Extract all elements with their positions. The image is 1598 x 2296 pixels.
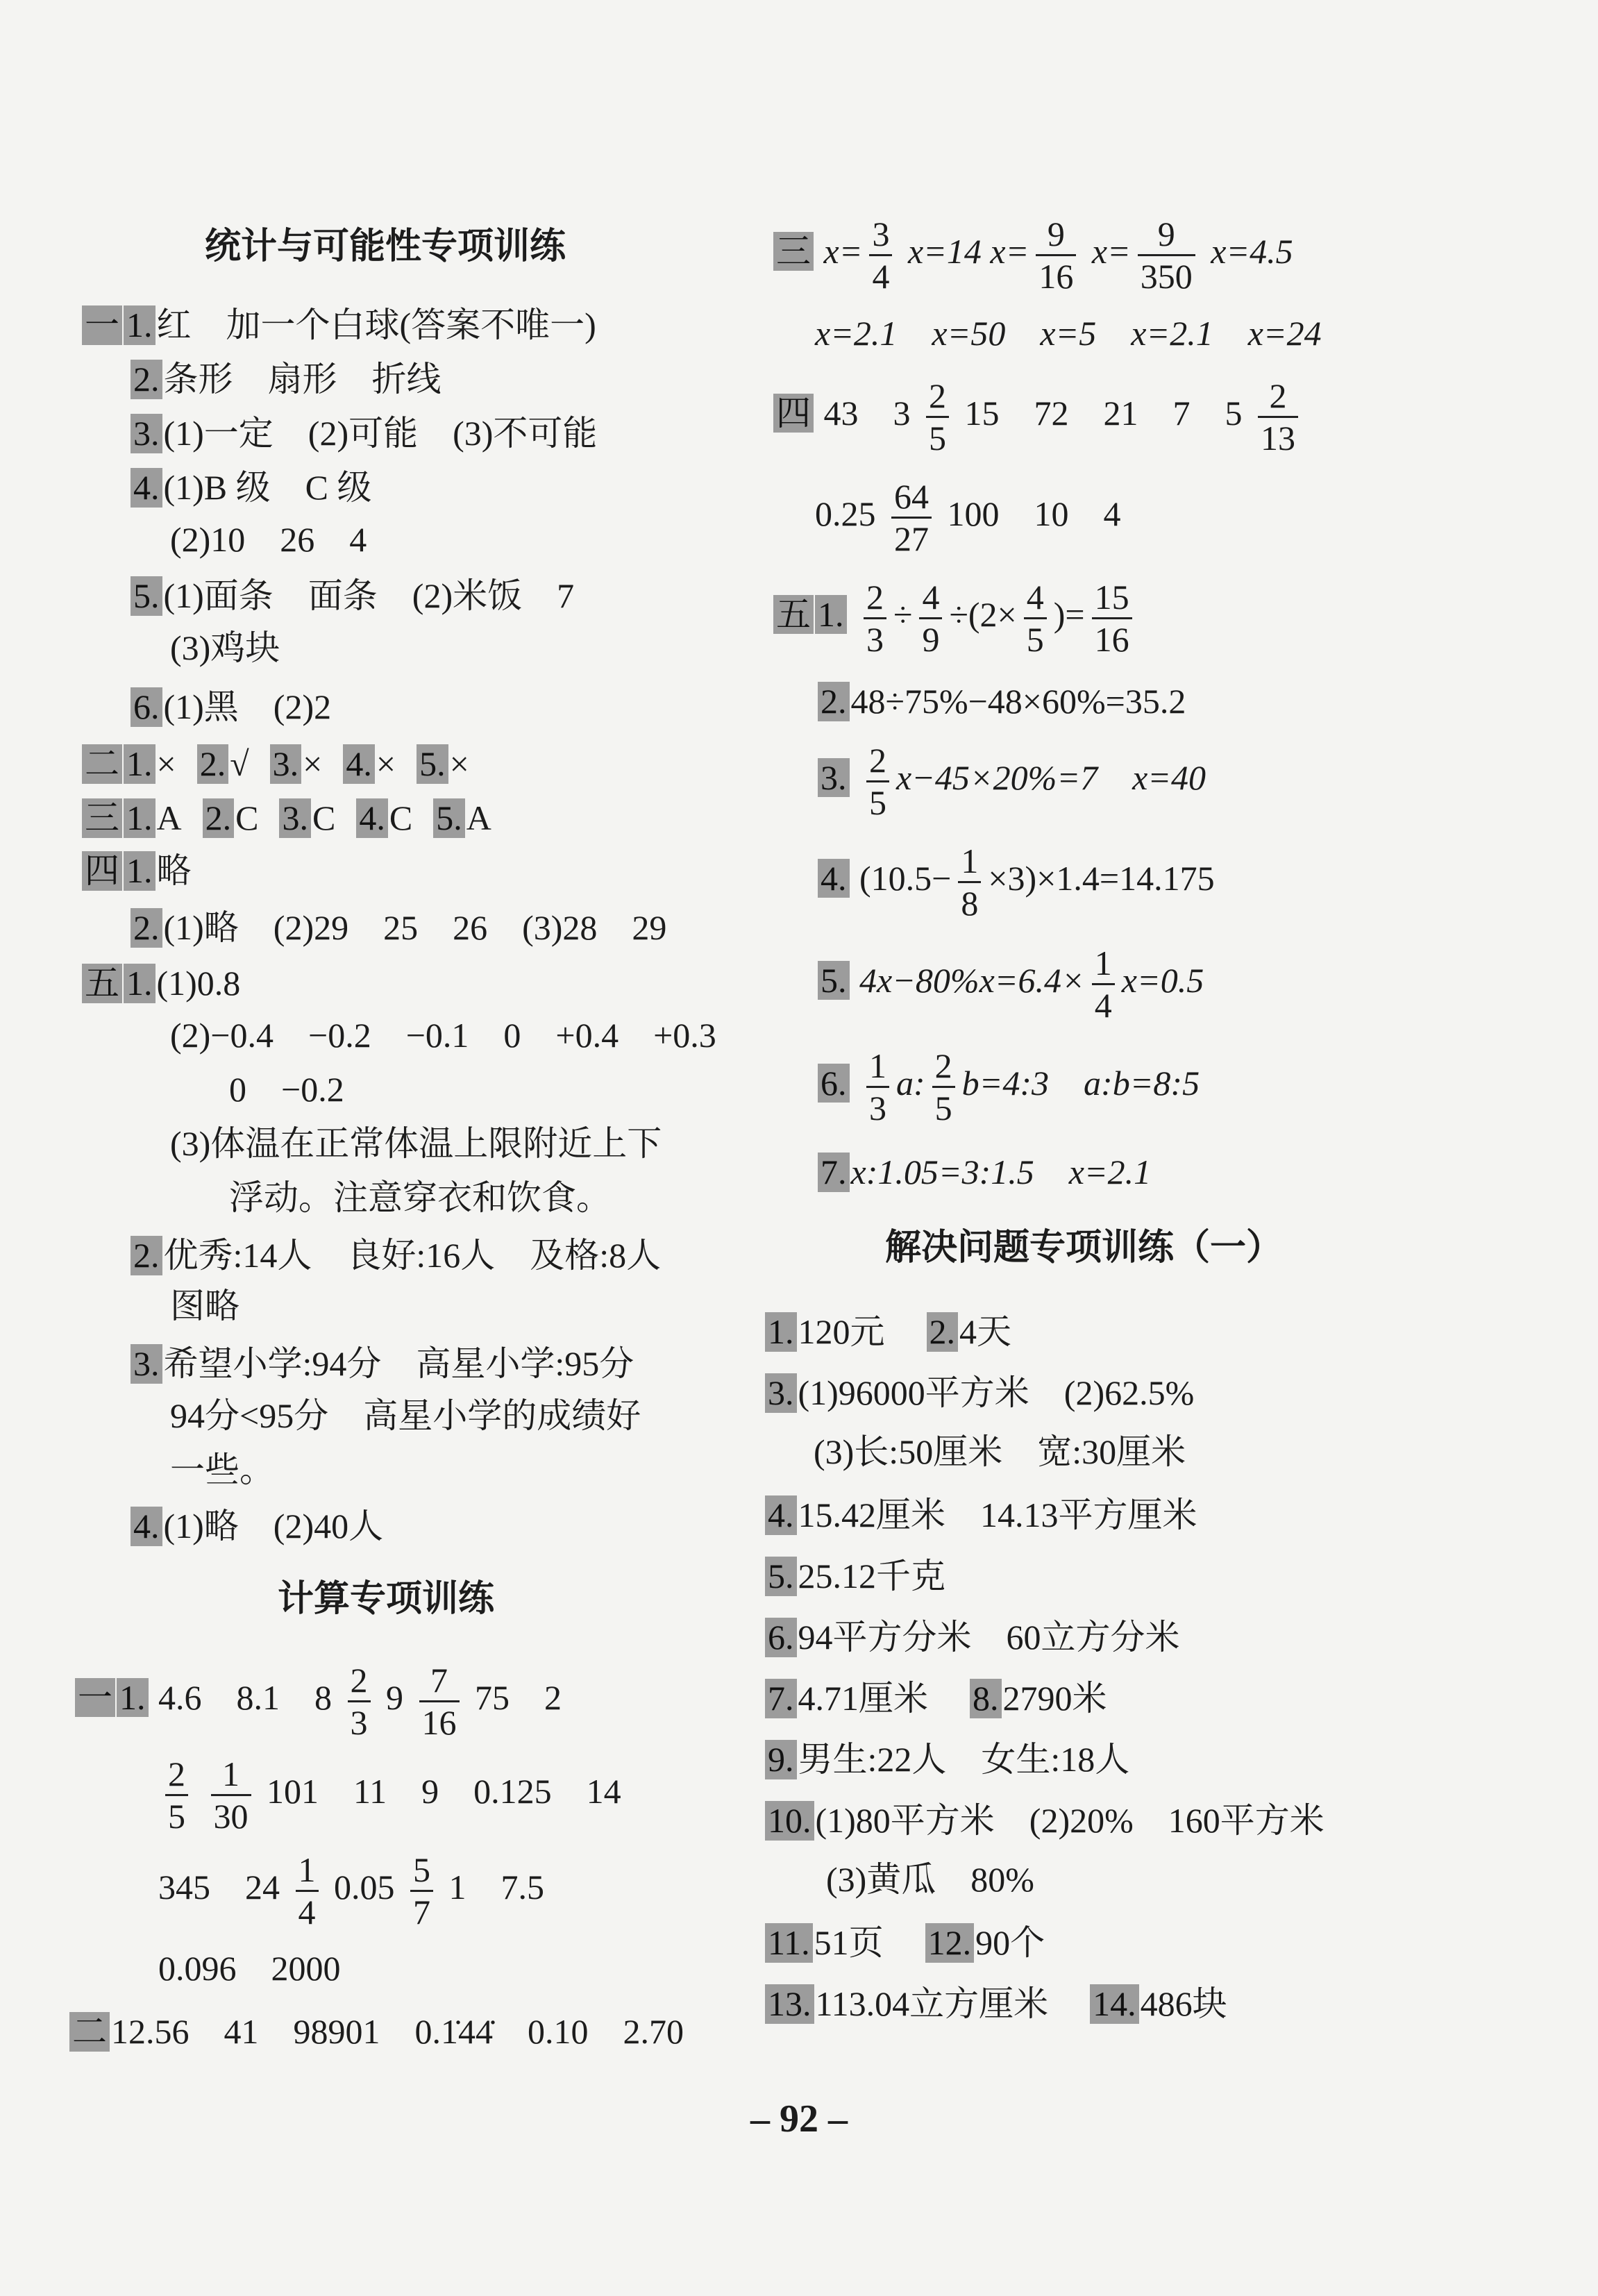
stats-section-4-q1: 四 1. 略 [82, 851, 192, 891]
stats-s5q3: 3. 希望小学:94分 高星小学:95分 [131, 1344, 634, 1384]
fraction: $\frac{5}{7}$ [410, 1852, 433, 1929]
stats-s5q1-part3: (3)体温在正常体温上限附近上下 [170, 1124, 662, 1163]
fraction: $\frac{7}{16}$ [419, 1663, 460, 1740]
stats-q5: 5. (1)面条 面条 (2)米饭 7 [131, 576, 574, 616]
calc-section-5-q4: 4. (10.5− $\frac{1}{8}$ ×3)×1.4=14.175 [818, 844, 1215, 921]
fraction: $\frac{2}{3}$ [348, 1663, 371, 1740]
stats-q6: 6. (1)黑 (2)2 [131, 687, 331, 727]
calc-section-5-q1: 五 1. $\frac{2}{3}$ ÷ $\frac{4}{9}$ ÷(2× $\frac{4}{5}$ )= $\frac{15}{16}$ [773, 580, 1139, 657]
calc-section-3-row-2: x=2.1 x=50 x=5 x=2.1 x=24 [815, 314, 1322, 353]
fraction: $\frac{1}{30}$ [211, 1757, 251, 1834]
calc-row-3: 345 24 $\frac{1}{4}$ 0.05 $\frac{5}{7}$ 1 7.5 [158, 1850, 544, 1932]
stats-s5q4: 4. (1)略 (2)40人 [131, 1507, 383, 1546]
solve-row-3: 3. (1)96000平方米 (2)62.5% [765, 1373, 1194, 1413]
stats-q2: 2. 条形 扇形 折线 [131, 360, 441, 399]
fraction: $\frac{1}{8}$ [958, 844, 981, 921]
solve-row-6: 6. 94平方分米 60立方分米 [765, 1618, 1180, 1657]
stats-s5q1-part3-cont: 浮动。注意穿衣和饮食。 [229, 1178, 611, 1217]
section-label: 一 [82, 305, 122, 345]
stats-section-title: 统计与可能性专项训练 [205, 227, 566, 267]
fraction: $\frac{1}{4}$ [1092, 946, 1115, 1023]
stats-q1: 一 1. 红 加一个白球(答案不唯一) [82, 305, 596, 345]
calc-row-4: 0.096 2000 [158, 1949, 341, 1988]
calc-row-2: $\frac{2}{5}$ $\frac{1}{30}$ 101 11 9 0.125 14 [158, 1757, 621, 1834]
solve-row-11: 11. 51页 12. 90个 [765, 1923, 1045, 1963]
page-number: – 92 – [750, 2097, 848, 2140]
solve-row-1: 1. 120元 2. 4天 [765, 1312, 1011, 1352]
solve-row-7: 7. 4.71厘米 8. 2790米 [765, 1679, 1107, 1718]
solve-row-10: 10. (1)80平方米 (2)20% 160平方米 [765, 1801, 1324, 1841]
calc-row-1: 一 1. 4.6 8.1 8 $\frac{2}{3}$ 9 $\frac{7}{16}$ 75 2 [75, 1663, 562, 1740]
fraction: $\frac{2}{5}$ [932, 1048, 955, 1125]
calc-section-5-q5: 5. 4x−80%x=6.4× $\frac{1}{4}$ x=0.5 [818, 946, 1204, 1023]
fraction: $\frac{1}{4}$ [296, 1852, 319, 1929]
stats-section-3: 三 1. A 2. C 3. C 4. C 5. A [82, 798, 491, 838]
calc-section-4-row-2: 0.25 $\frac{64}{27}$ 100 10 4 [815, 477, 1121, 558]
fraction: $\frac{2}{5}$ [866, 743, 889, 820]
stats-s5q1-part2-cont: 0 −0.2 [229, 1070, 344, 1109]
calc-section-5-q6: 6. $\frac{1}{3}$ a: $\frac{2}{5}$ b=4:3 a:b=8:5 [818, 1048, 1200, 1125]
fraction: $\frac{15}{16}$ [1092, 580, 1132, 657]
fraction: $\frac{2}{5}$ [165, 1757, 188, 1834]
stats-s5q3-cont2: 一些。 [170, 1450, 274, 1489]
stats-section-2: 二 1. × 2. √ 3. × 4. × 5. × [82, 744, 469, 784]
calc-section-title: 计算专项训练 [278, 1579, 495, 1619]
stats-section-4-q2: 2. (1)略 (2)29 25 26 (3)28 29 [131, 908, 666, 948]
fraction: $\frac{4}{9}$ [919, 580, 942, 657]
stats-q5-part3: (3)鸡块 [170, 628, 280, 667]
stats-s5q2-cont: 图略 [170, 1287, 239, 1325]
solve-row-13: 13. 113.04立方厘米 14. 486块 [765, 1984, 1227, 2024]
calc-section-4-row-1: 四 43 3 $\frac{2}{5}$ 15 72 21 7 5 $\frac{2}{13}$ [773, 378, 1305, 455]
solve-row-4: 4. 15.42厘米 14.13平方厘米 [765, 1495, 1197, 1535]
fraction: $\frac{9}{350}$ [1138, 217, 1195, 294]
fraction: $\frac{2}{5}$ [926, 378, 949, 455]
fraction: $\frac{1}{3}$ [866, 1048, 889, 1125]
stats-q4: 4. (1)B 级 C 级 [131, 468, 372, 508]
solve-section-title: 解决问题专项训练（一） [885, 1228, 1283, 1268]
stats-q3: 3. (1)一定 (2)可能 (3)不可能 [131, 414, 597, 453]
stats-s5q2: 2. 优秀:14人 良好:16人 及格:8人 [131, 1236, 661, 1275]
solve-row-5: 5. 25.12千克 [765, 1557, 945, 1596]
solve-row-9: 9. 男生:22人 女生:18人 [765, 1740, 1129, 1779]
calc-row-5: 二 12.56 41 98901 0.1̇44̇ 0.10 2.70 [69, 2012, 684, 2052]
stats-s5q1-part2: (2)−0.4 −0.2 −0.1 0 +0.4 +0.3 [170, 1016, 716, 1055]
calc-section-3-row-1: 三 x= $\frac{3}{4}$ x=14 x= $\frac{9}{16}$ x= $\frac{9}{350}$ x=4.5 [773, 217, 1293, 294]
calc-section-5-q7: 7. x:1.05=3:1.5 x=2.1 [818, 1153, 1151, 1192]
stats-s5q3-cont: 94分<95分 高星小学的成绩好 [170, 1396, 641, 1435]
fraction: $\frac{9}{16}$ [1036, 217, 1076, 294]
fraction: $\frac{2}{3}$ [864, 580, 886, 657]
calc-section-5-q2: 2. 48÷75%−48×60%=35.2 [818, 682, 1186, 721]
fraction: $\frac{4}{5}$ [1024, 580, 1047, 657]
fraction: $\frac{3}{4}$ [869, 217, 892, 294]
stats-q4-part2: (2)10 26 4 [170, 520, 367, 559]
fraction: $\frac{64}{27}$ [891, 479, 932, 556]
fraction: $\frac{2}{13}$ [1258, 378, 1298, 455]
solve-row-10-part3: (3)黄瓜 80% [826, 1860, 1034, 1899]
stats-section-5-q1: 五 1. (1)0.8 [82, 964, 240, 1003]
question-number: 1. [124, 305, 155, 345]
solve-row-3-part3: (3)长:50厘米 宽:30厘米 [814, 1432, 1186, 1471]
calc-section-5-q3: 3. $\frac{2}{5}$ x−45×20%=7 x=40 [818, 743, 1206, 820]
